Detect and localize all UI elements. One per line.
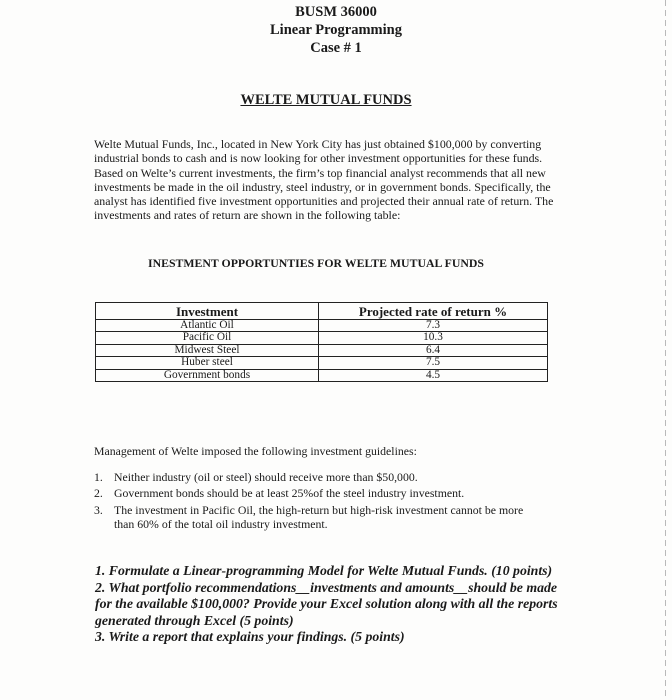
list-item (94, 486, 546, 500)
investment-name: Huber steel (96, 357, 319, 369)
table-row (96, 357, 548, 369)
investment-table (95, 302, 548, 382)
question-1: 1. Formulate a Linear-programming Model for Welte Mutual Funds. (10 points) (95, 563, 553, 578)
case-title: WELTE MUTUAL FUNDS (240, 92, 412, 108)
rate-of-return: 7.3 (319, 320, 548, 332)
investment-name: Government bonds (96, 369, 319, 381)
list-number: 2. (94, 486, 103, 501)
list-number: 3. (94, 502, 103, 517)
question-3: 3. Write a report that explains your findings. (5 points) (95, 629, 405, 645)
table-row (96, 332, 548, 344)
investment-name: Atlantic Oil (96, 320, 319, 332)
table-header-row (96, 303, 548, 320)
assignment-questions (95, 563, 570, 646)
list-item (94, 470, 546, 484)
page-edge-line (665, 0, 666, 700)
column-header-rate: Projected rate of return % (319, 303, 548, 320)
case-number: Case # 1 (310, 40, 362, 56)
table-row (96, 320, 548, 332)
course-code: BUSM 36000 (295, 4, 377, 20)
investment-name: Pacific Oil (96, 332, 319, 344)
intro-paragraph: Welte Mutual Funds, Inc., located in New York City has just obtained $100,000 by converting industrial bonds to cash and is now looking for other investment opportunities for these funds. Based on Welte’s current investments, the firm’s top financial analyst recommends that all new investments be made in the oil industry, steel industry, or in government bonds. Specifically, the analyst has identified five investment opportunities and projected their annual rate of return. The investments and rates of return are shown in the following table: (94, 137, 554, 223)
rate-of-return: 10.3 (319, 332, 548, 344)
management-intro: Management of Welte imposed the following investment guidelines: (94, 444, 417, 458)
table-title: INESTMENT OPPORTUNTIES FOR WELTE MUTUAL FUNDS (148, 256, 484, 270)
guideline-text: The investment in Pacific Oil, the high-return but high-risk investment cannot be more than 60% of the total oil industry investment. (114, 502, 524, 531)
table-row (96, 369, 548, 381)
question-2: 2. What portfolio recommendations__investments and amounts__should be made for the available $100,000? Provide your Excel solution along with all the reports generated through Excel (5 points) (95, 579, 558, 628)
list-item (94, 503, 546, 532)
rate-of-return: 6.4 (319, 344, 548, 356)
course-subject: Linear Programming (270, 22, 402, 38)
table-row (96, 344, 548, 356)
document-header (0, 3, 672, 57)
guideline-text: Government bonds should be at least 25%of the steel industry investment. (114, 486, 465, 501)
rate-of-return: 7.5 (319, 357, 548, 369)
list-number: 1. (94, 470, 103, 484)
guidelines-list (94, 470, 546, 533)
guideline-text: Neither industry (oil or steel) should receive more than $50,000. (114, 470, 418, 484)
investment-name: Midwest Steel (96, 344, 319, 356)
rate-of-return: 4.5 (319, 369, 548, 381)
column-header-investment: Investment (96, 303, 319, 320)
